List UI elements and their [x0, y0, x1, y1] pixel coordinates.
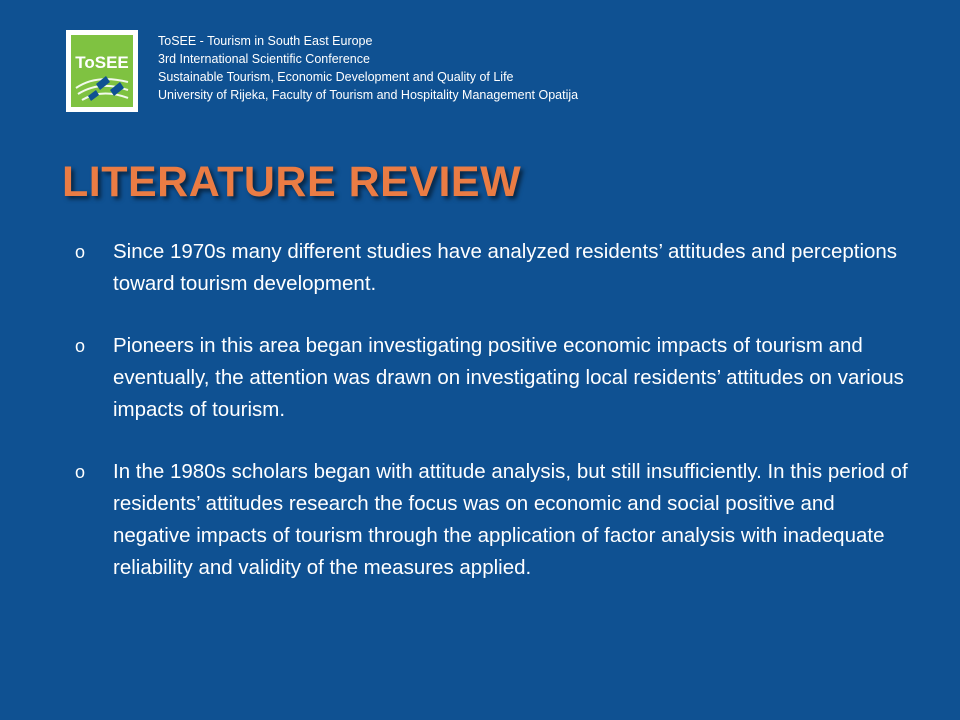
bullet-item	[75, 456, 915, 584]
logo-text: ToSEE	[75, 53, 129, 72]
bullet-text: Since 1970s many different studies have analyzed residents’ attitudes and perceptions toward tourism development.	[113, 240, 898, 295]
header-line-organizer: University of Rijeka, Faculty of Tourism and Hospitality Management Opatija	[158, 88, 579, 102]
bullet-item	[75, 330, 915, 426]
header-line-conference-name: ToSEE - Tourism in South East Europe	[158, 34, 373, 48]
bullet-list	[75, 236, 915, 614]
conference-header	[158, 32, 578, 104]
header-line-conference-edition: 3rd International Scientific Conference	[158, 52, 370, 66]
header-line-conference-theme: Sustainable Tourism, Economic Development and Quality of Life	[158, 70, 514, 84]
slide-title: LITERATURE REVIEW	[62, 158, 522, 206]
bullet-marker-icon: o	[75, 336, 86, 356]
tosee-logo	[66, 30, 138, 112]
bullet-marker-icon: o	[75, 462, 86, 482]
tosee-logo-icon	[66, 30, 138, 112]
bullet-marker-icon: o	[75, 242, 86, 262]
bullet-text: In the 1980s scholars began with attitude analysis, but still insufficiently. In this period of residents’ attitudes research the focus was on economic and social positive and negative impacts of tourism through the application of factor analysis with inadequate reliability and validity of the measures applied.	[113, 460, 908, 579]
bullet-item	[75, 236, 915, 300]
bullet-text: Pioneers in this area began investigating positive economic impacts of tourism and eventually, the attention was drawn on investigating local residents’ attitudes on various impacts of tourism.	[113, 334, 904, 421]
